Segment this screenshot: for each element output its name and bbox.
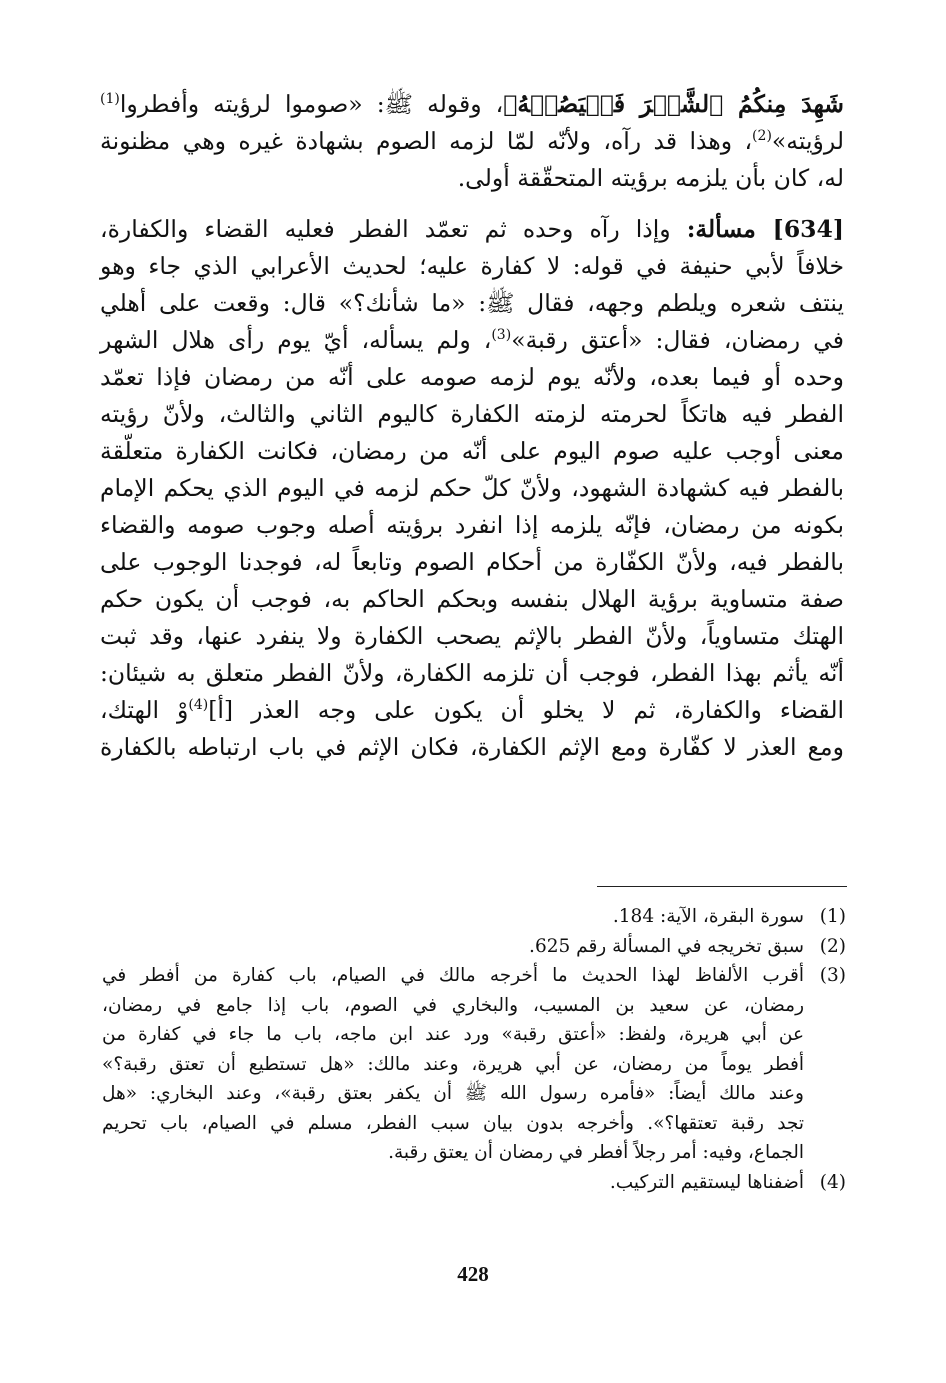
line-text: ينتف شعره ويلطم وجهه، فقال ﷺ: «ما شأنك؟» قال: وقعت على أهلي	[100, 289, 844, 317]
line-text: بكونه من رمضان، فإنّه يلزمه إذا انفرد برؤيته أصله وجوب صومه والقضاء	[100, 511, 844, 539]
line-text: ومع العذر لا كفّارة ومع الإثم الكفارة، فكان الإثم في باب ارتباطه بالكفارة	[100, 733, 844, 761]
text-line	[100, 396, 844, 433]
footnote-line: سورة البقرة، الآية: 184.	[612, 906, 804, 927]
footnote-number: (1)	[819, 906, 846, 927]
text-line	[100, 322, 844, 359]
footnote-ref-text: (4)	[188, 697, 209, 714]
text-line	[100, 359, 844, 396]
footnote	[102, 932, 846, 962]
line-text: ، وهذا قد رآه، ولأنّه لمّا لزمه الصوم بشهادة غيره وهي مظنونة	[100, 127, 753, 155]
text-line	[100, 470, 844, 507]
line-text: صفة متساوية برؤية الهلال بنفسه وبحكم الحاكم به، فوجب أن يكون حكم	[100, 585, 844, 613]
footnote-line: الجماع، وفيه: أمر رجلاً أفطر في رمضان أن يعتق رقبة.	[388, 1142, 804, 1163]
line-text: بالفطر فيه كشهادة الشهود، ولأنّ كلّ حكم لزمه في اليوم الذي يحكم الإمام	[100, 474, 844, 502]
footnote-line: أضفناها ليستقيم التركيب.	[609, 1171, 804, 1193]
footnote-line: تجد رقبة تعتقها؟». وأخرجه بدون بيان سبب الفطر، مسلم في الصيام، باب تحريم	[102, 1112, 804, 1134]
page-number: 428	[457, 1262, 489, 1286]
line-text: وإذا رآه وحده ثم تعمّد الفطر فعليه القضاء والكفارة،	[100, 215, 687, 243]
line-text: وْ الهتك،	[100, 696, 189, 724]
text-line	[100, 211, 844, 248]
text-line	[100, 248, 844, 285]
line-text: ، ولم يسأله، أيّ يوم رأى هلال الشهر	[100, 326, 492, 354]
footnote-line: أقرب الألفاظ لهذا الحديث ما أخرجه مالك في الصيام، باب كفارة من أفطر في	[102, 965, 804, 986]
text-line	[100, 86, 844, 123]
footnote-ref-text: (1)	[100, 91, 120, 108]
line-text: بالفطر فيه، ولأنّ الكفّارة من أحكام الصوم وتابعاً له، فوجدنا الوجوب على	[100, 548, 844, 576]
text-line	[100, 123, 844, 160]
footnote	[102, 902, 846, 932]
line-text: وحده أو فيما بعده، ولأنّه يوم لزمه صومه على أنّه من رمضان فإذا تعمّد	[100, 363, 844, 391]
line-text: ، وقوله ﷺ: «صوموا لرؤيته وأفطروا	[119, 90, 504, 118]
footnote-ref-text: (2)	[752, 128, 772, 145]
footnotes-block	[102, 902, 846, 1197]
line-text: الفطر فيه هاتكاً لحرمته لزمته الكفارة كاليوم الثاني والثالث، ولأنّ رؤيته	[100, 400, 844, 428]
footnote-line: أفطر يوماً من رمضان، عن أبي هريرة، وعند مالك: «هل تستطيع أن تعتق رقبة؟»	[102, 1053, 804, 1075]
line-text: معنى أوجب عليه صوم اليوم على أنّه من رمضان، فكانت الكفارة متعلّقة	[100, 437, 844, 465]
footnote	[102, 961, 846, 1168]
line-text: في رمضان، فقال: «أعتق رقبة»	[511, 326, 844, 354]
footnote-ref-text: (3)	[491, 327, 512, 344]
text-line	[100, 692, 844, 729]
footnote	[102, 1168, 846, 1198]
footnote-number: (3)	[819, 965, 846, 986]
footnote-line: رمضان، عن سعيد بن المسيب، والبخاري في الصوم، باب إذا جامع في رمضان،	[102, 994, 804, 1016]
text-line	[100, 160, 844, 197]
text-line	[100, 729, 844, 766]
footnote-number: (4)	[819, 1171, 846, 1193]
footnote-number: (2)	[819, 935, 846, 957]
quran-text: شَهِدَ مِنكُمُ ٱلشَّهۡرَ فَلۡيَصُمۡهُ﴾	[503, 90, 844, 118]
text-line	[100, 544, 844, 581]
text-line	[100, 285, 844, 322]
line-text: أنّه يأثم بهذا الفطر، فوجب أن تلزمه الكفارة، ولأنّ الفطر متعلق به شيئان:	[100, 659, 844, 687]
text-line	[100, 433, 844, 470]
line-text: له، كان بأن يلزمه برؤيته المتحقّقة أولى.	[457, 164, 844, 192]
footnote-separator	[597, 886, 847, 887]
line-text: القضاء والكفارة، ثم لا يخلو أن يكون على وجه العذر [أ]	[208, 696, 845, 724]
line-text: خلافاً لأبي حنيفة في قوله: لا كفارة عليه؛ لحديث الأعرابي الذي جاء وهو	[100, 252, 844, 280]
line-text: لرؤيته»	[771, 127, 844, 155]
footnote-line: وعند مالك أيضاً: «فأمره رسول الله ﷺ أن يكفر بعتق رقبة»، وعند البخاري: «هل	[102, 1083, 804, 1104]
text-line	[100, 581, 844, 618]
footnote-line: عن أبي هريرة، ولفظ: «أعتق رقبة» ورد عند ابن ماجه، باب ما جاء في كفارة من	[102, 1024, 804, 1045]
masala-text: [634] مسألة:	[686, 215, 844, 243]
line-text: الهتك متساوياً، ولأنّ الفطر بالإثم يصحب الكفارة ولا ينفرد عنها، وقد ثبت	[100, 622, 844, 650]
footnote-line: سبق تخريجه في المسألة رقم 625.	[529, 935, 804, 957]
main-text-block	[100, 86, 844, 766]
text-line	[100, 507, 844, 544]
text-line	[100, 618, 844, 655]
text-line	[100, 655, 844, 692]
